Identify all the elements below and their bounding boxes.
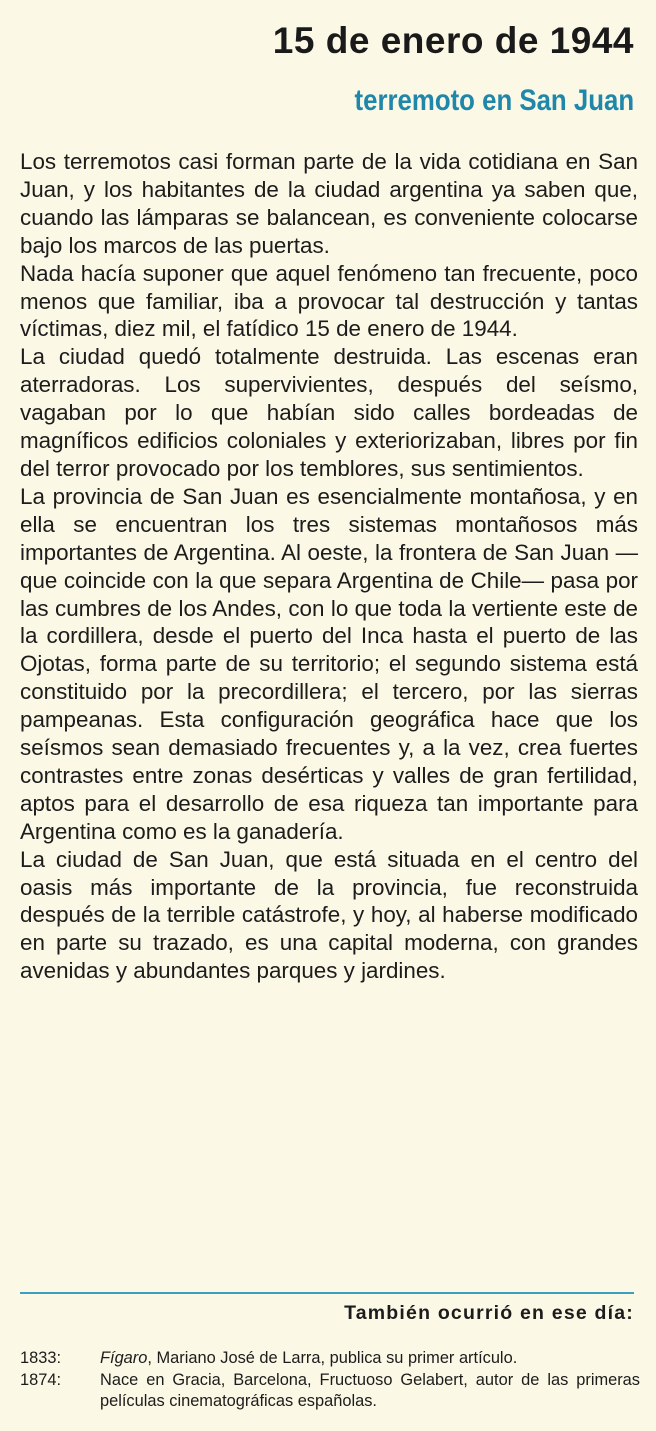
article-body <box>20 148 638 985</box>
event-italic-title: Fígaro <box>100 1349 148 1367</box>
event-text: Nace en Gracia, Barcelona, Fructuoso Gelabert, autor de las primeras películas cinematográficas españolas. <box>100 1370 640 1410</box>
event-year: 1874: <box>20 1370 62 1389</box>
event-item <box>20 1348 640 1370</box>
event-year: 1833: <box>20 1349 62 1367</box>
paragraph-1: Los terremotos casi forman parte de la vida cotidiana en San Juan, y los habitantes de la ciudad argentina ya saben que, cuando las lámparas se balancean, es conveniente colocarse bajo los marcos de las puertas. <box>20 149 638 258</box>
event-text: , Mariano José de Larra, publica su primer artículo. <box>147 1349 518 1367</box>
paragraph-2: Nada hacía suponer que aquel fenómeno tan frecuente, poco menos que familiar, iba a provocar tal destrucción y tantas víctimas, diez mil, el fatídico 15 de enero de 1944. <box>20 260 638 342</box>
paragraph-5: La ciudad de San Juan, que está situada en el centro del oasis más importante de la provincia, fue reconstruida después de la terrible catástrofe, y hoy, al haberse modificado en parte su trazado, es una capital moderna, con grandes avenidas y abundantes parques y jardines. <box>20 846 638 984</box>
events-list <box>20 1348 640 1413</box>
paragraph-4: La provincia de San Juan es esencialmente montañosa, y en ella se encuentran los tres sistemas montañosos más importantes de Argentina. Al oeste, la frontera de San Juan —que coincide con la que separa Argentina de Chile— pasa por las cumbres de los Andes, con lo que toda la vertiente este de la cordillera, desde el puerto del Inca hasta el puerto de las Ojotas, forma parte de su territorio; el segundo sistema está constituido por la precordillera; el tercero, por las sierras pampeanas. Esta configuración geográfica hace que los seísmos sean demasiado frecuentes y, a la vez, crea fuertes contrastes entre zonas desérticas y valles de gran fertilidad, aptos para el desarrollo de esa riqueza tan importante para Argentina como es la ganadería. <box>20 483 638 844</box>
also-heading: También ocurrió en ese día: <box>344 1302 634 1324</box>
paragraph-3: La ciudad quedó totalmente destruida. Las escenas eran aterradoras. Los supervivientes, después del seísmo, vagaban por lo que habían sido calles bordeadas de magníficos edificios coloniales y exteriorizaban, libres por fin del terror provocado por los temblores, sus sentimientos. <box>20 344 638 481</box>
section-divider <box>20 1292 634 1294</box>
event-item <box>20 1370 640 1413</box>
page-subtitle: terremoto en San Juan <box>354 84 634 117</box>
event-description <box>100 1370 640 1413</box>
page-title: 15 de enero de 1944 <box>272 20 634 61</box>
event-description <box>100 1348 640 1370</box>
